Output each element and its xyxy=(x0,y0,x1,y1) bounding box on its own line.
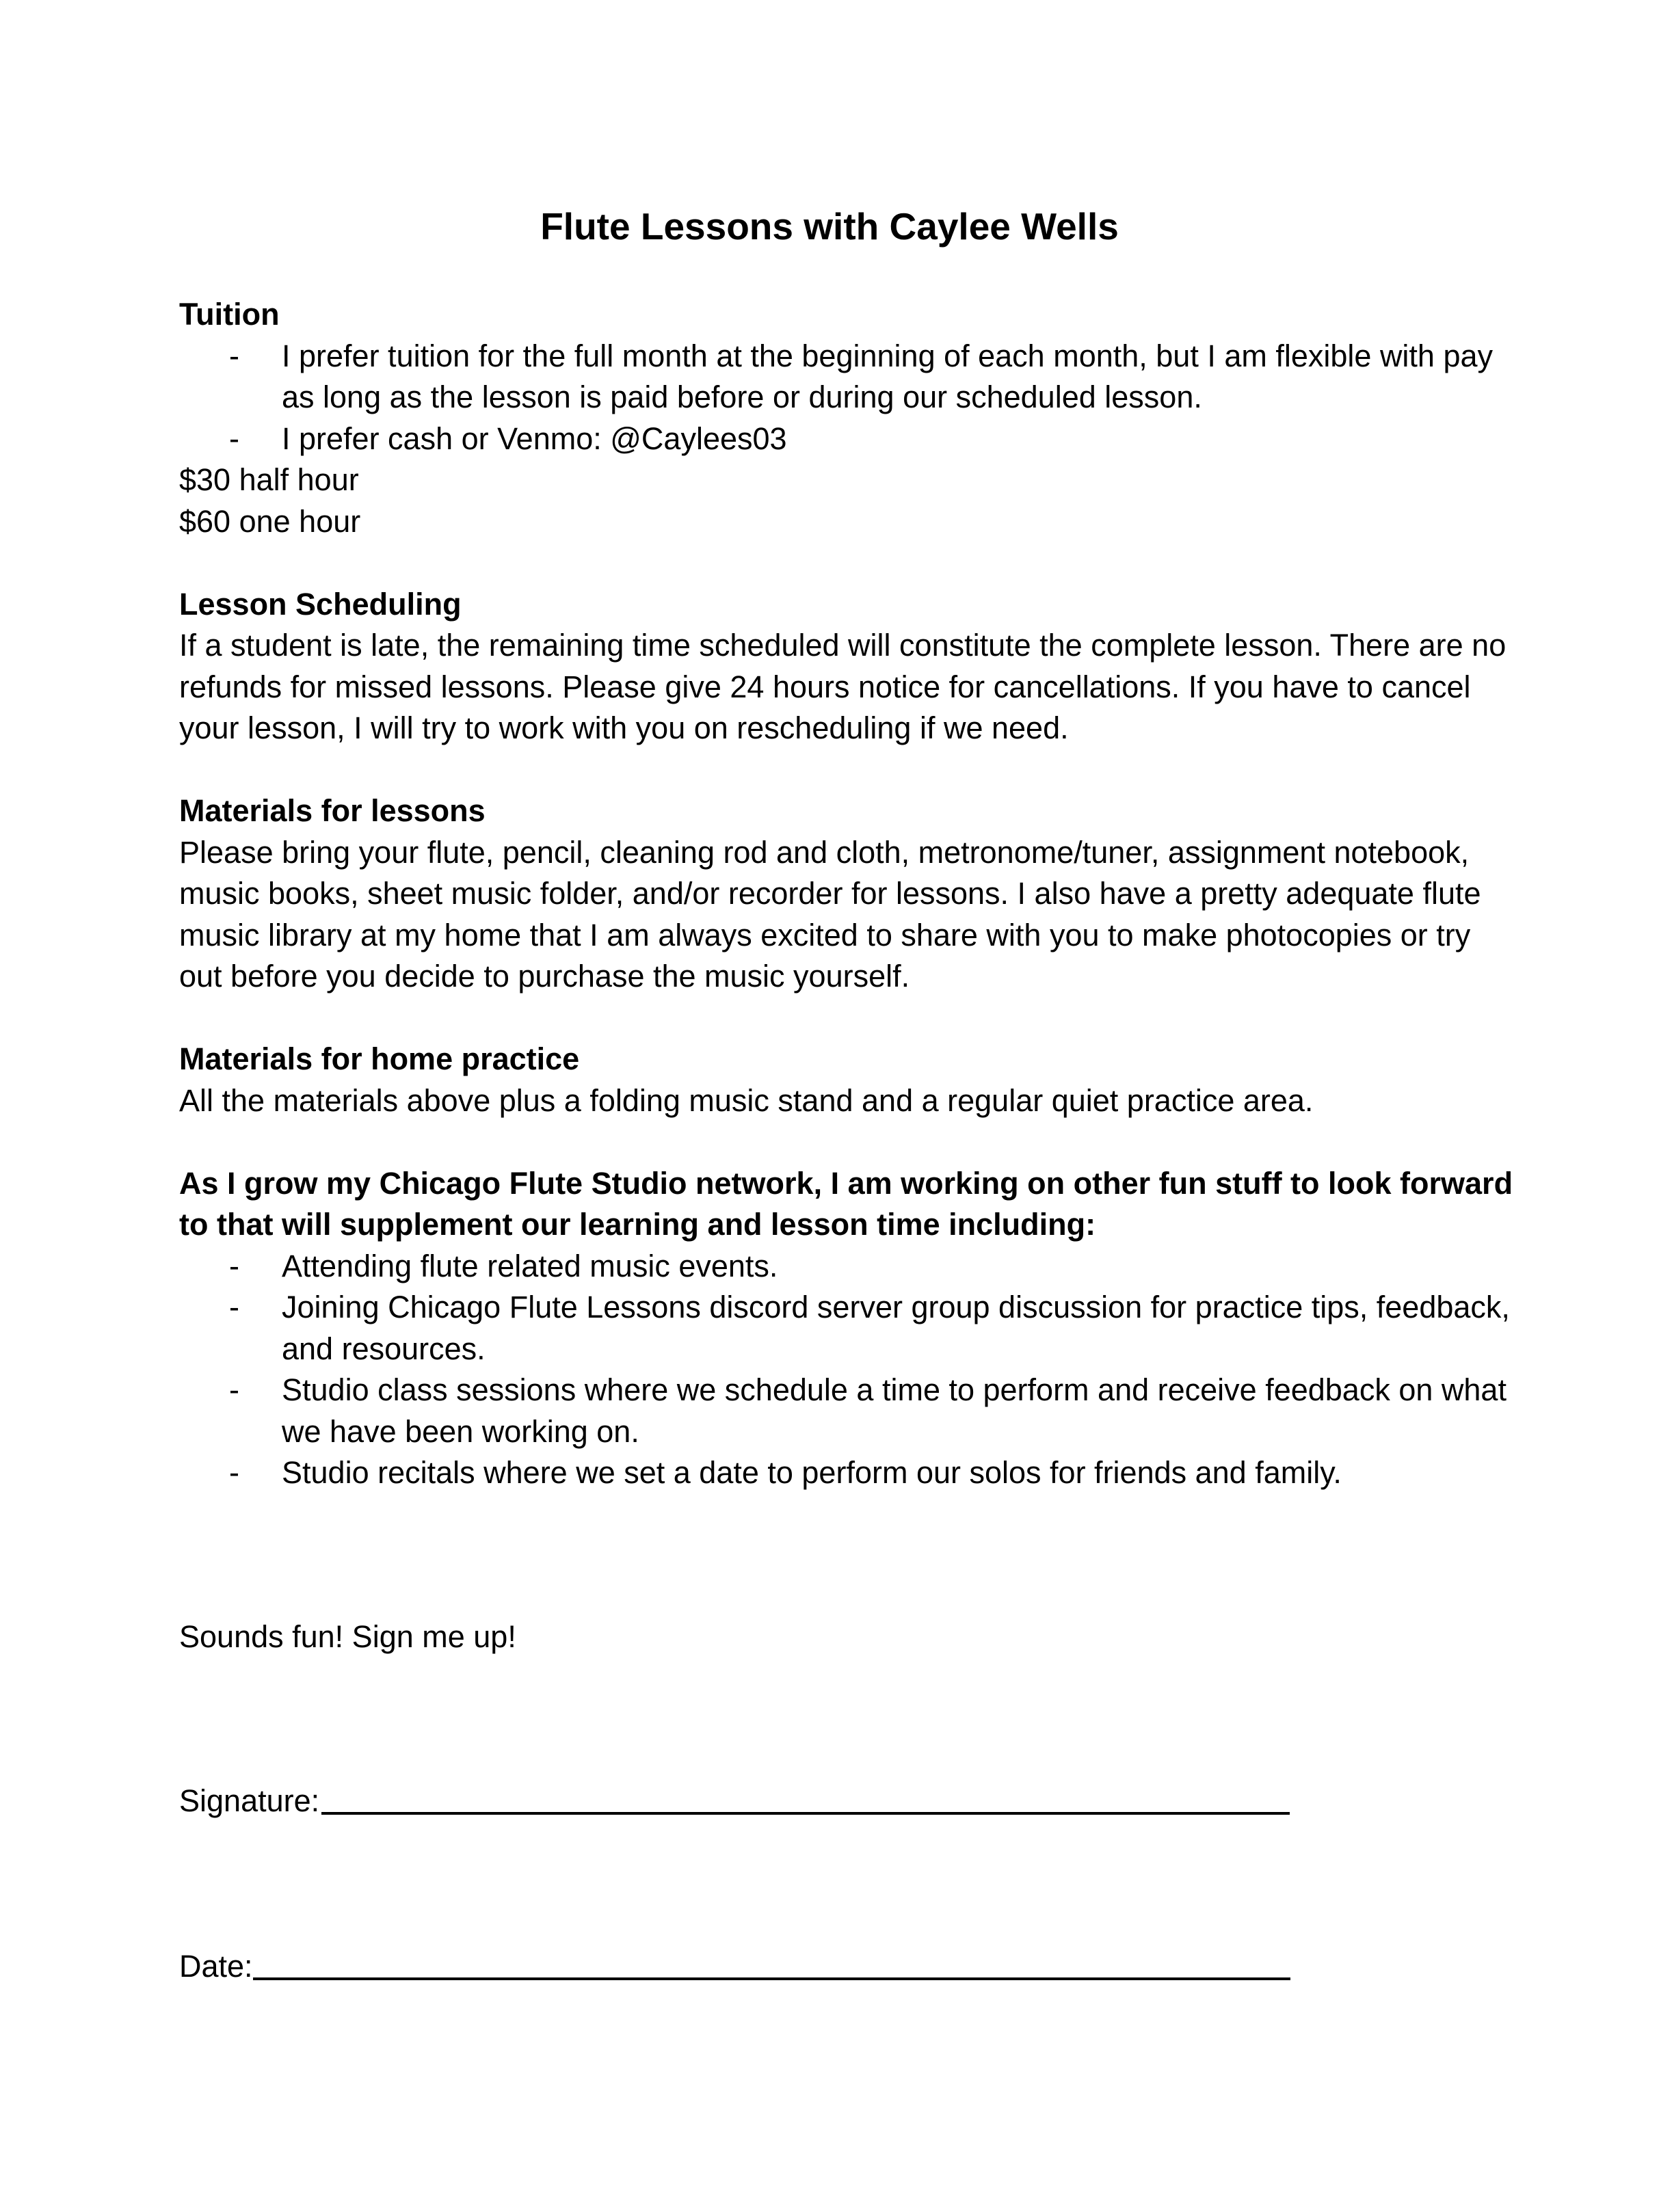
bullet-marker: - xyxy=(229,1290,239,1324)
materials-lessons-section xyxy=(179,790,1519,998)
materials-lessons-text: Please bring your flute, pencil, cleaning rod and cloth, metronome/tuner, assignment notebook, music books, sheet music folder, and/or recorder for lessons. I also have a pretty adequate flute music library at my home that I am always excited to share with you to make photocopies or try out before you decide to purchase the music yourself. xyxy=(179,834,1481,994)
network-bullet-list xyxy=(179,1246,1519,1494)
tuition-bullet-list xyxy=(179,336,1519,460)
network-bullet-text: Studio class sessions where we schedule a time to perform and receive feedback on what we have been working on. xyxy=(282,1372,1507,1449)
network-bullet-text: Joining Chicago Flute Lessons discord server group discussion for practice tips, feedback, and resources. xyxy=(282,1290,1510,1366)
price-one-hour: $60 one hour xyxy=(179,503,361,539)
list-item xyxy=(179,1452,1519,1494)
network-section xyxy=(179,1163,1519,1494)
section-spacer xyxy=(179,749,1519,791)
section-spacer xyxy=(179,542,1519,584)
tuition-heading: Tuition xyxy=(179,297,280,332)
bullet-marker: - xyxy=(229,1248,239,1283)
materials-home-section xyxy=(179,1039,1519,1121)
scheduling-text: If a student is late, the remaining time scheduled will constitute the complete lesson. There are no refunds for missed lessons. Please give 24 hours notice for cancellations. If you have to cancel your lesson, I will try to work with you on rescheduling if we need. xyxy=(179,628,1507,745)
date-label: Date: xyxy=(179,1949,253,1984)
materials-home-text: All the materials above plus a folding music stand and a regular quiet practice area. xyxy=(179,1082,1314,1118)
bullet-marker: - xyxy=(229,1455,239,1490)
list-item xyxy=(179,1287,1519,1370)
list-item xyxy=(179,1370,1519,1452)
date-row xyxy=(179,1946,253,1987)
date-line[interactable] xyxy=(253,1977,1290,1980)
materials-lessons-heading: Materials for lessons xyxy=(179,793,486,828)
bullet-marker: - xyxy=(229,421,239,456)
tuition-section xyxy=(179,294,1519,542)
signature-line[interactable] xyxy=(321,1812,1290,1815)
scheduling-section xyxy=(179,584,1519,749)
materials-home-heading: Materials for home practice xyxy=(179,1041,580,1076)
document-title: Flute Lessons with Caylee Wells xyxy=(540,205,1119,248)
signup-prompt: Sounds fun! Sign me up! xyxy=(179,1619,516,1654)
bullet-marker: - xyxy=(229,1372,239,1407)
document-body xyxy=(179,294,1519,1494)
tuition-bullet-text: I prefer tuition for the full month at the beginning of each month, but I am flexible with pay as long as the lesson is paid before or during our scheduled lesson. xyxy=(282,338,1494,414)
section-spacer xyxy=(179,998,1519,1039)
network-bullet-text: Studio recitals where we set a date to perform our solos for friends and family. xyxy=(282,1455,1342,1490)
scheduling-heading: Lesson Scheduling xyxy=(179,586,462,622)
list-item xyxy=(179,336,1519,418)
price-half-hour: $30 half hour xyxy=(179,462,359,497)
signature-row xyxy=(179,1781,319,1822)
network-bullet-text: Attending flute related music events. xyxy=(282,1248,778,1283)
list-item xyxy=(179,1246,1519,1288)
bullet-marker: - xyxy=(229,338,239,373)
tuition-bullet-text: I prefer cash or Venmo: @Caylees03 xyxy=(282,421,787,456)
network-heading: As I grow my Chicago Flute Studio network, I am working on other fun stuff to look forward to that will supplement our learning and lesson time including: xyxy=(179,1165,1513,1242)
section-spacer xyxy=(179,1121,1519,1163)
signature-label: Signature: xyxy=(179,1783,320,1818)
list-item xyxy=(179,418,1519,460)
